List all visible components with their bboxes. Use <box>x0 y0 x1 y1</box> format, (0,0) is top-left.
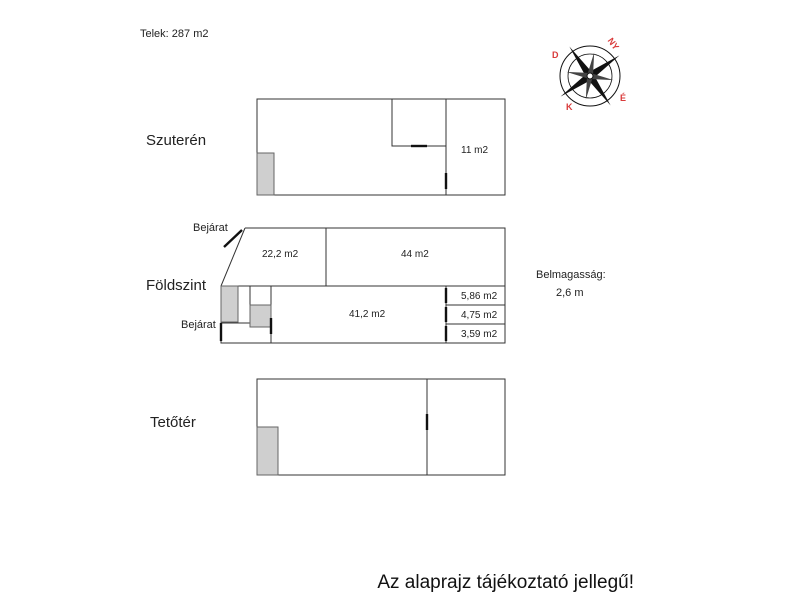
compass-letter-k: K <box>566 102 573 112</box>
disclaimer-text: Az alaprajz tájékoztató jellegű! <box>377 572 634 593</box>
ground-staircase-landing <box>250 305 271 327</box>
ceiling-height-label: Belmagasság: <box>536 269 606 281</box>
ceiling-height-value: 2,6 m <box>556 287 584 299</box>
plot-area-label: Telek: 287 m2 <box>140 28 209 40</box>
room-area-44: 44 m2 <box>401 249 429 260</box>
basement-label: Szuterén <box>146 132 207 149</box>
compass-letter-e: É <box>620 93 627 103</box>
entrance-label-bottom: Bejárat <box>181 319 216 331</box>
ground-staircase <box>221 286 238 322</box>
attic-label: Tetőtér <box>150 414 196 431</box>
room-area-41: 41,2 m2 <box>349 309 386 320</box>
room-area-3-59: 3,59 m2 <box>461 329 498 340</box>
compass-letter-ny: NY <box>605 35 621 52</box>
compass-icon <box>558 44 622 108</box>
ground-floor-label: Földszint <box>146 277 207 294</box>
attic-staircase <box>257 427 278 475</box>
room-area-22: 22,2 m2 <box>262 249 299 260</box>
entrance-label-top: Bejárat <box>193 222 228 234</box>
room-area-5-86: 5,86 m2 <box>461 291 498 302</box>
basement-room-area: 11 m2 <box>461 145 489 156</box>
attic-plan <box>257 379 505 475</box>
ground-floor-plan <box>221 228 505 343</box>
basement-staircase <box>257 153 274 195</box>
room-area-4-75: 4,75 m2 <box>461 310 498 321</box>
compass-letter-d: D <box>552 50 559 60</box>
